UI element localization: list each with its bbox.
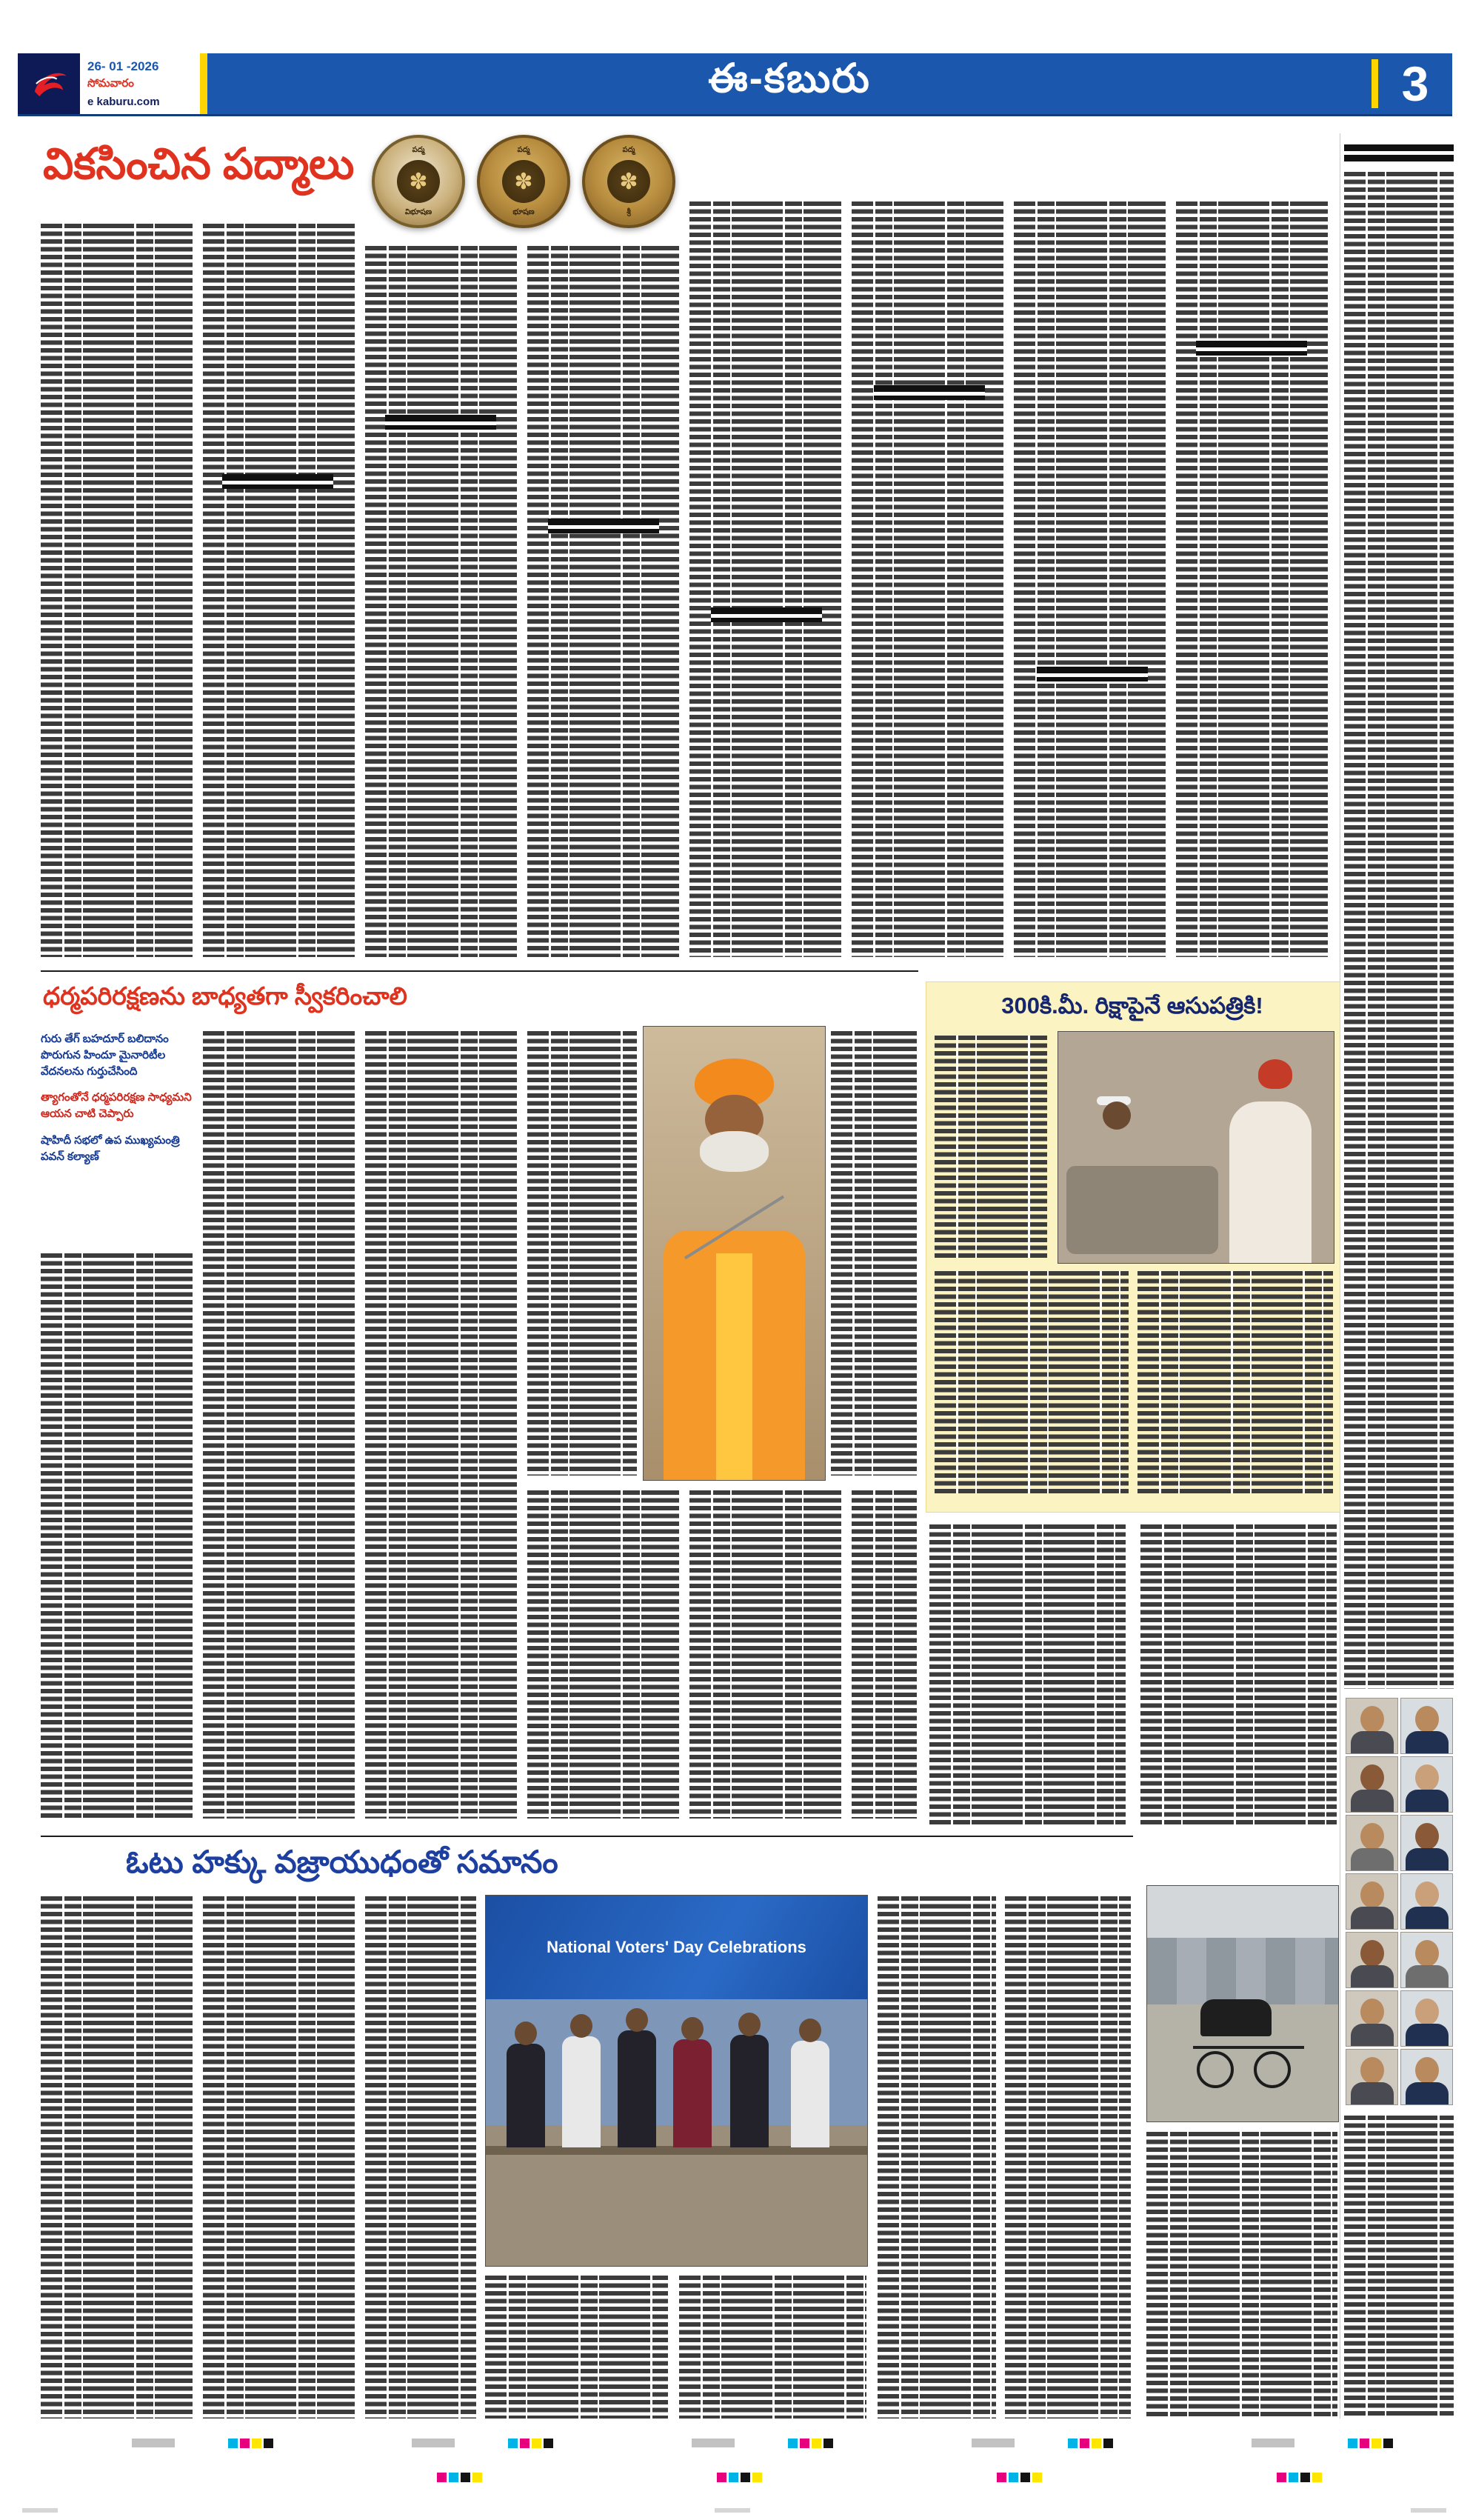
dharma-subheads <box>41 1031 193 1175</box>
column-subhead <box>1344 144 1454 164</box>
awardee-portrait <box>1400 2049 1453 2105</box>
text-column <box>935 1271 1129 1493</box>
awardee-portrait <box>1346 1873 1398 1930</box>
masthead-title: ఈ-కబురు <box>708 56 871 101</box>
article-divider <box>41 970 918 972</box>
awardee-portrait <box>1346 1815 1398 1871</box>
dharma-subhead: త్యాగంతోనే ధర్మపరిరక్షణ సాధ్యమని ఆయన చాటి చెప్పారు <box>41 1091 192 1120</box>
awardee-portrait <box>1346 2049 1398 2105</box>
text-column <box>365 1896 476 2419</box>
column-subhead <box>385 415 496 430</box>
awardee-portrait <box>1400 1932 1453 1988</box>
voters-headline: ఓటు హక్కు వజ్రాయుధంతో సమానం <box>126 1844 558 1879</box>
site-url: e kaburu.com <box>87 96 160 108</box>
rickshaw-canopy-shape <box>1200 1999 1272 2036</box>
text-column <box>527 246 679 957</box>
medal-label: పద్మ <box>622 146 635 154</box>
cmyk-marks <box>1348 2439 1395 2452</box>
yellow-divider-right <box>1372 59 1378 108</box>
fold-mark <box>715 2508 750 2513</box>
rickshaw-frame-shape <box>1193 2046 1304 2049</box>
awardee-portrait <box>1400 1873 1453 1930</box>
text-column <box>485 2276 668 2419</box>
text-column <box>41 224 193 957</box>
column-subhead <box>1037 667 1148 681</box>
cmyk-marks <box>1068 2439 1115 2452</box>
padma-vibhushan-medal <box>372 135 465 228</box>
print-mark-bar <box>692 2439 735 2447</box>
print-mark-bar <box>132 2439 175 2447</box>
text-column <box>1140 1524 1337 1824</box>
event-banner: National Voters' Day Celebrations <box>486 1896 867 1999</box>
fold-mark <box>1411 2508 1446 2513</box>
column-subhead <box>548 519 659 533</box>
awardee-photo-grid <box>1346 1698 1453 2105</box>
column-subhead <box>1196 341 1307 356</box>
text-column <box>1344 172 1454 1689</box>
article-divider <box>41 1836 1133 1837</box>
text-column <box>203 1031 355 1819</box>
patient-head-shape <box>1103 1101 1131 1130</box>
text-column <box>1344 2116 1454 2419</box>
padma-bhushan-medal <box>477 135 570 228</box>
dharma-subhead: గురు తేగ్ బహదూర్ బలిదానం పొరుగున హిందూ మైనారిటీల వేదనలను గుర్తుచేసింది <box>41 1033 169 1078</box>
text-column <box>365 1031 517 1819</box>
awardee-portrait <box>1346 1756 1398 1813</box>
voters-day-photo <box>485 1895 868 2267</box>
sky-shape <box>1147 1886 1338 1938</box>
issue-day: సోమవారం <box>87 77 134 90</box>
text-column <box>929 1524 1126 1824</box>
text-column <box>1005 1896 1131 2419</box>
text-column <box>852 201 1003 957</box>
person-silhouette <box>618 2030 656 2147</box>
text-column <box>1137 1271 1333 1493</box>
lotus-icon: ✽ <box>502 160 545 203</box>
street-rickshaw-photo <box>1146 1885 1339 2122</box>
cmyk-marks <box>717 2473 764 2486</box>
lead-headline: వికసించిన పద్మాలు <box>43 140 355 188</box>
medal-label: భూషణ <box>512 208 535 216</box>
person-silhouette <box>730 2035 769 2147</box>
text-column <box>935 1036 1047 1258</box>
cmyk-marks <box>1277 2473 1324 2486</box>
dharma-subhead: షాహిదీ సభలో ఉప ముఖ్యమంత్రి పవన్ కల్యాణ్ <box>41 1133 180 1163</box>
awardee-portrait <box>1346 1990 1398 2047</box>
awardee-portrait <box>1346 1698 1398 1754</box>
text-column <box>41 1253 193 1819</box>
rickshaw-headline: 300కి.మీ. రిక్షాపైనే ఆసుపత్రికి! <box>1001 993 1263 1019</box>
beard-shape <box>700 1131 769 1172</box>
text-column <box>527 1490 679 1819</box>
red-turban-shape <box>1258 1059 1292 1089</box>
text-column <box>41 1896 193 2419</box>
attendant-shape <box>1229 1101 1312 1263</box>
cmyk-marks <box>228 2439 275 2452</box>
awardee-portrait <box>1346 1932 1398 1988</box>
text-column <box>679 2276 866 2419</box>
cmyk-marks <box>788 2439 835 2452</box>
brand-logo <box>18 53 80 114</box>
medal-label: విభూషణ <box>404 208 432 216</box>
issue-date: 26- 01 -2026 <box>87 59 159 73</box>
padma-shri-medal <box>582 135 675 228</box>
sikh-leader-photo <box>643 1026 826 1481</box>
person-silhouette <box>562 2036 601 2147</box>
medal-label: శ్రీ <box>627 208 631 216</box>
column-subhead <box>711 607 822 622</box>
dharma-headline: ధర్మపరిరక్షణను బాధ్యతగా స్వీకరించాలి <box>43 982 407 1010</box>
text-column <box>203 1896 355 2419</box>
lotus-icon: ✽ <box>397 160 440 203</box>
person-silhouette <box>791 2041 829 2147</box>
print-mark-bar <box>1252 2439 1294 2447</box>
person-silhouette <box>507 2044 545 2147</box>
buildings-shape <box>1147 1938 1338 2004</box>
column-subhead <box>874 385 985 400</box>
fold-mark <box>22 2508 58 2513</box>
wheel-shape <box>1254 2051 1291 2088</box>
text-column <box>203 224 355 957</box>
awardee-portrait <box>1400 1815 1453 1871</box>
text-column <box>1014 201 1166 957</box>
wheel-shape <box>1197 2051 1234 2088</box>
awardee-portrait <box>1400 1990 1453 2047</box>
column-subhead <box>222 474 333 489</box>
blanket-shape <box>1066 1166 1218 1254</box>
lotus-icon: ✽ <box>607 160 650 203</box>
sash-shape <box>716 1253 752 1480</box>
yellow-divider <box>200 53 207 114</box>
text-column <box>1176 201 1328 957</box>
cmyk-marks <box>997 2473 1044 2486</box>
text-column <box>527 1031 637 1476</box>
print-mark-bar <box>972 2439 1015 2447</box>
issue-info <box>80 53 200 114</box>
text-column <box>831 1031 917 1476</box>
medal-label: పద్మ <box>412 146 425 154</box>
person-silhouette <box>673 2039 712 2147</box>
text-column <box>689 201 841 957</box>
masthead-bar <box>18 53 1452 116</box>
awardee-portrait <box>1400 1756 1453 1813</box>
text-column <box>365 246 517 957</box>
cmyk-marks <box>508 2439 555 2452</box>
text-column <box>689 1490 841 1819</box>
print-mark-bar <box>412 2439 455 2447</box>
awardee-portrait <box>1400 1698 1453 1754</box>
text-column <box>852 1490 917 1819</box>
page-number: 3 <box>1401 56 1429 111</box>
cmyk-marks <box>437 2473 484 2486</box>
rickshaw-patient-photo <box>1058 1031 1334 1264</box>
text-column <box>878 1896 996 2419</box>
medal-label: పద్మ <box>517 146 530 154</box>
text-column <box>1146 2132 1337 2419</box>
swirl-logo-icon <box>25 60 73 107</box>
